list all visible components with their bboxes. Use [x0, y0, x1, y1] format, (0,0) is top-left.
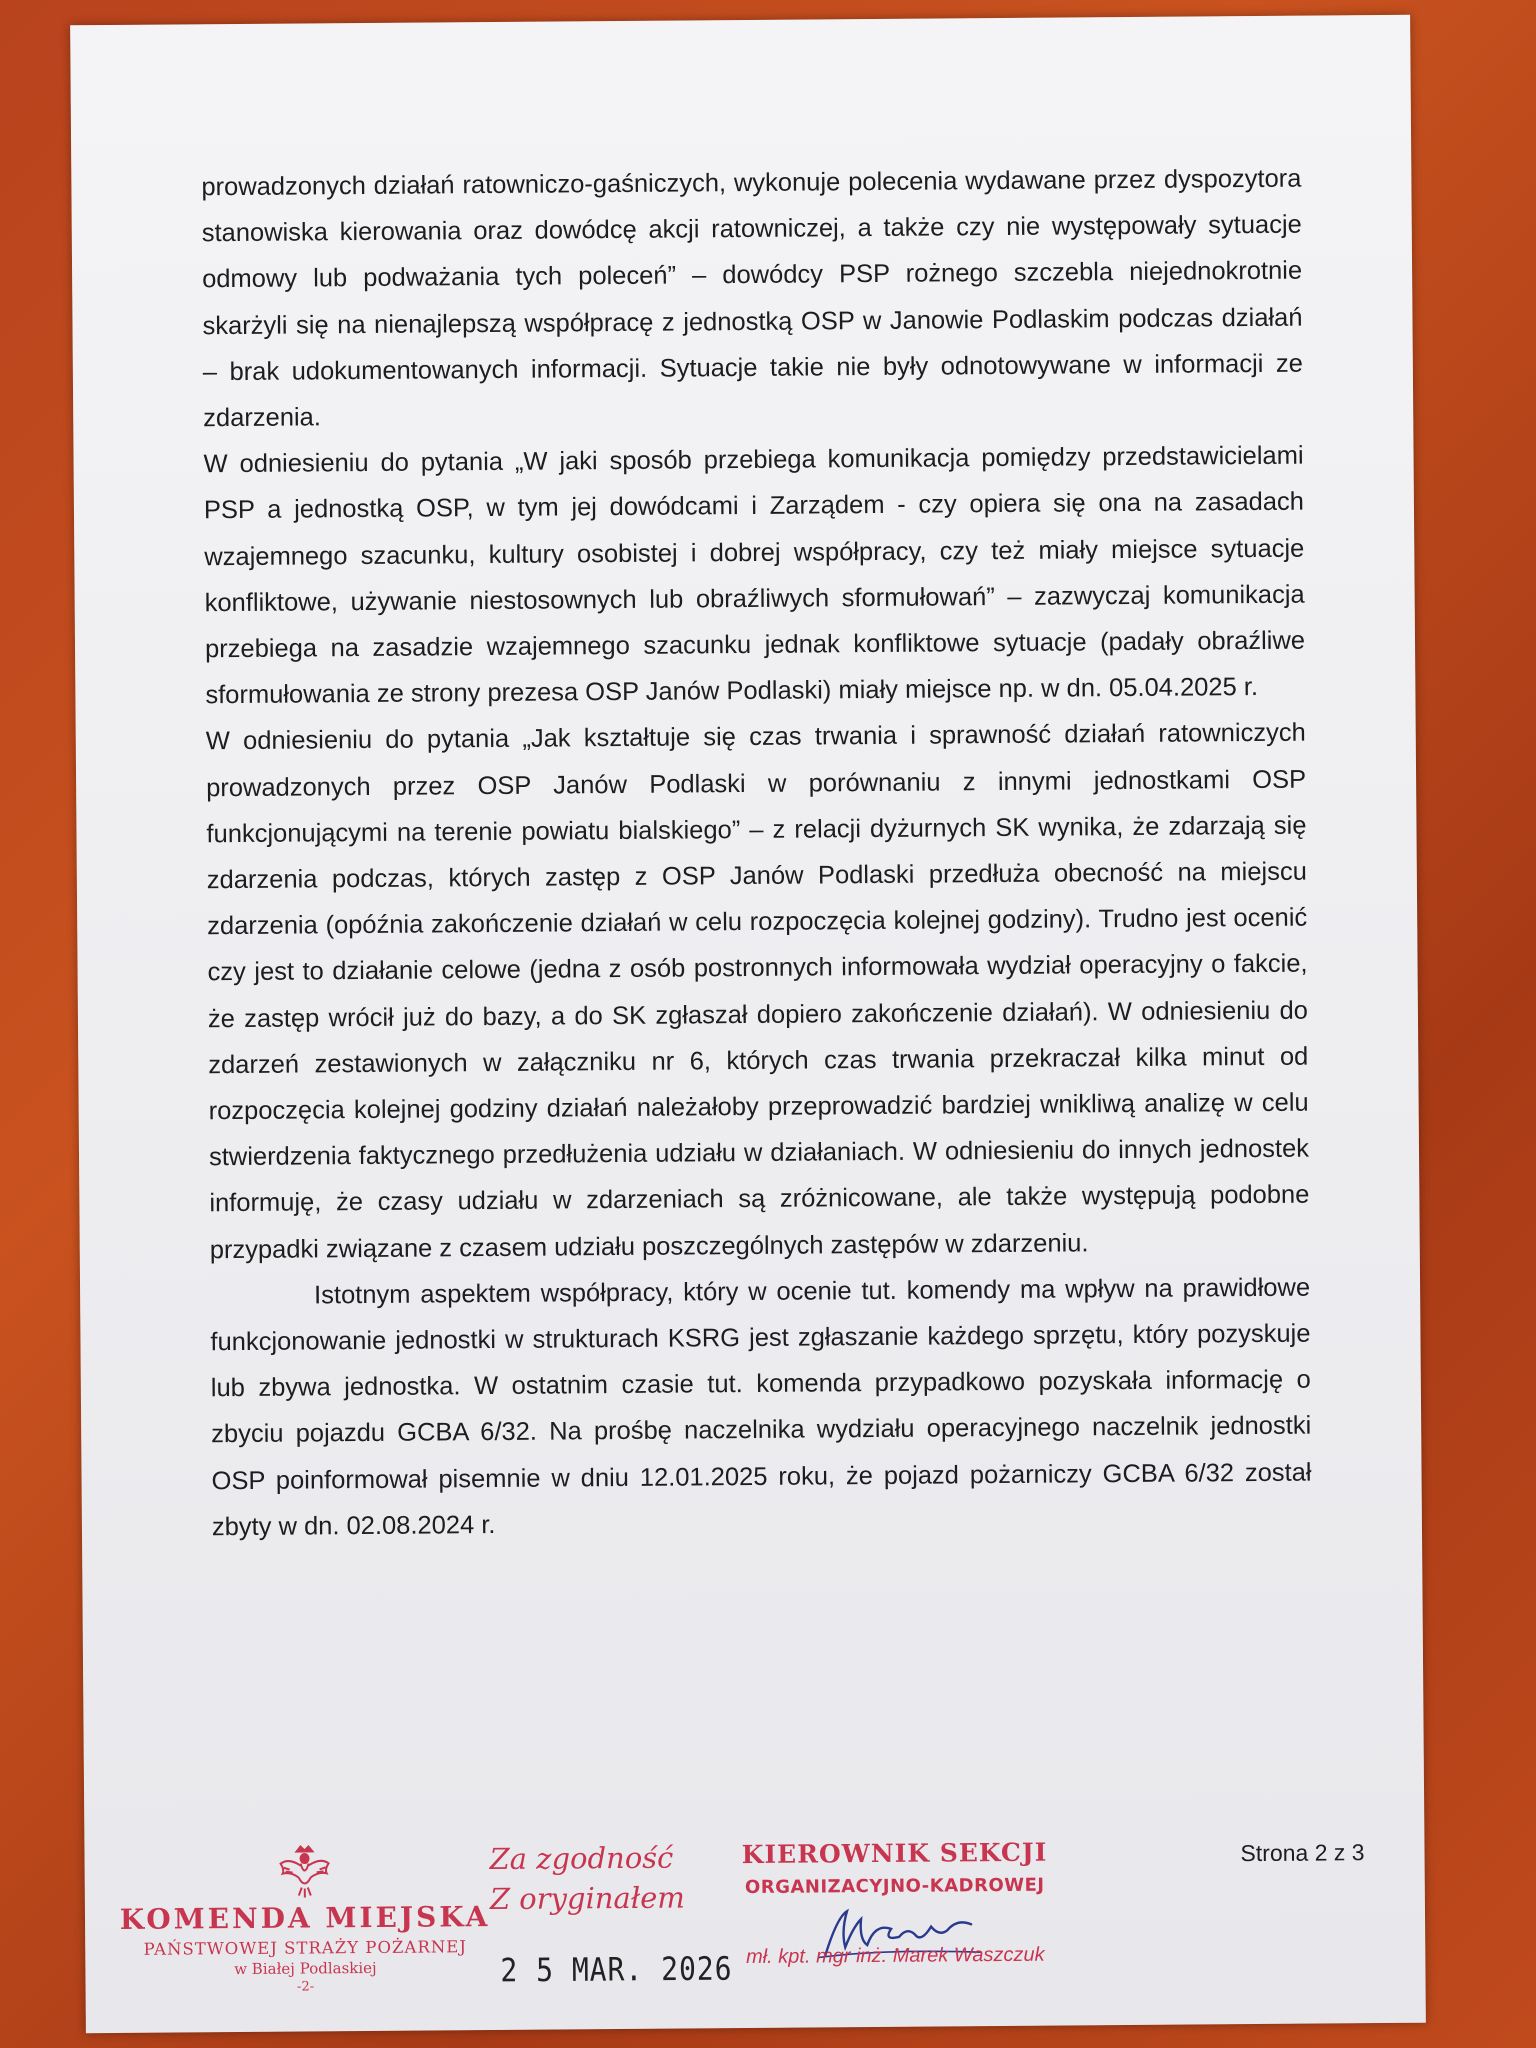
page-number: Strona 2 z 3	[1240, 1839, 1365, 1867]
stamp-right-line2: ORGANIZACYJNO-KADROWEJ	[744, 1874, 1045, 1899]
stamp-right-line3: mł. kpt. mgr inż. Marek Waszczuk	[745, 1943, 1045, 1969]
paragraph-4: Istotnym aspektem współpracy, który w ocenie tut. komendy ma wpływ na prawidłowe funkcjonowanie jednostki w strukturach KSRG jest zgłaszanie każdego sprzętu, który pozyskuje lub zbywa jednostka. W ostatnim czasie tut. komenda przypadkowo pozyskała informację o zbyciu pojazdu GCBA 6/32. Na prośbę naczelnika wydziału operacyjnego naczelnik jednostki OSP poinformował pisemnie w dniu 12.01.2025 roku, że pojazd pożarniczy GCBA 6/32 został zbyty w dn. 02.08.2024 r.	[210, 1273, 1312, 1542]
paragraph-3: W odniesieniu do pytania „Jak kształtuje się czas trwania i sprawność działań ratowniczych prowadzonych przez OSP Janów Podlaski w porównaniu z innymi jednostkami OSP funkcjonującymi na terenie powiatu bialskiego” – z relacji dyżurnych SK wynika, że zdarzają się zdarzenia podczas, których zastęp z OSP Janów Podlaski przedłuża obecność na miejscu zdarzenia (opóźnia zakończenie działań w celu rozpoczęcia kolejnej godziny). Trudno jest ocenić czy jest to działanie celowe (jedna z osób postronnych informowała wydział operacyjny o fakcie, że zastęp wrócił już do bazy, a do SK zgłaszał dopiero zakończenie działań). W odniesieniu do zdarzeń zestawionych w załączniku nr 6, których czas trwania przekraczał kilka minut od rozpoczęcia kolejnej godziny działań należałoby przeprowadzić bardziej wnikliwą analizę w celu stwierdzenia faktycznego przedłużenia udziału w działaniach. W odniesieniu do innych jednostek informuję, że czasy udziału w zdarzeniach są zróżnicowane, ale także występują podobne przypadki związane z czasem udziału poszczególnych zastępów w zdarzeniu.	[205, 719, 1310, 1264]
signatory-stamp	[709, 1837, 1080, 1969]
certified-copy-stamp	[489, 1840, 710, 1916]
document-page	[70, 15, 1426, 2033]
stamp-left-line2: PAŃSTWOWEJ STRAŻY POŻARNEJ	[143, 1937, 468, 1959]
paragraph-2: W odniesieniu do pytania „W jaki sposób przebiega komunikacja pomiędzy przedstawicielami PSP a jednostką OSP, w tym jej dowódcami i Zarządem - czy opiera się ona na zasadach wzajemnego szacunku, kultury osobistej i dobrej współpracy, czy też miały miejsce sytuacje konfliktowe, używanie niestosownych lub obraźliwych sformułowań” – zazwyczaj komunikacja przebiega na zasadzie wzajemnego szacunku jednak konfliktowe sytuacje (padały obraźliwe sformułowania ze strony prezesa OSP Janów Podlaski) miały miejsce np. w dn. 05.04.2025 r.	[203, 441, 1306, 710]
document-body	[201, 156, 1312, 1551]
stamp-left-line4: -2-	[296, 1979, 315, 1995]
stamp-mid-line1: Za zgodność	[489, 1840, 674, 1877]
date-stamp: 2 5 MAR. 2026	[500, 1949, 733, 1990]
stamp-left-line1: KOMENDA MIEJSKA	[119, 1900, 491, 1936]
eagle-emblem-icon	[274, 1843, 334, 1899]
institution-stamp	[94, 1842, 515, 1996]
stamp-left-line3: w Białej Podlaskiej	[234, 1958, 377, 1979]
stamp-right-line1: KIEROWNIK SEKCJI	[741, 1837, 1048, 1870]
stamp-mid-line2: Z oryginałem	[489, 1880, 685, 1917]
paragraph-1: prowadzonych działań ratowniczo-gaśniczych, wykonuje polecenia wydawane przez dyspozytora stanowiska kierowania oraz dowódcę akcji ratowniczej, a także czy nie występowały sytuacje odmowy lub podważania tych poleceń” – dowódcy PSP rożnego szczebla niejednokrotnie skarżyli się na nienajlepszą współpracę z jednostką OSP w Janowie Podlaskim podczas działań – brak udokumentowanych informacji. Sytuacje takie nie były odnotowywane w informacji ze zdarzenia.	[201, 164, 1303, 433]
